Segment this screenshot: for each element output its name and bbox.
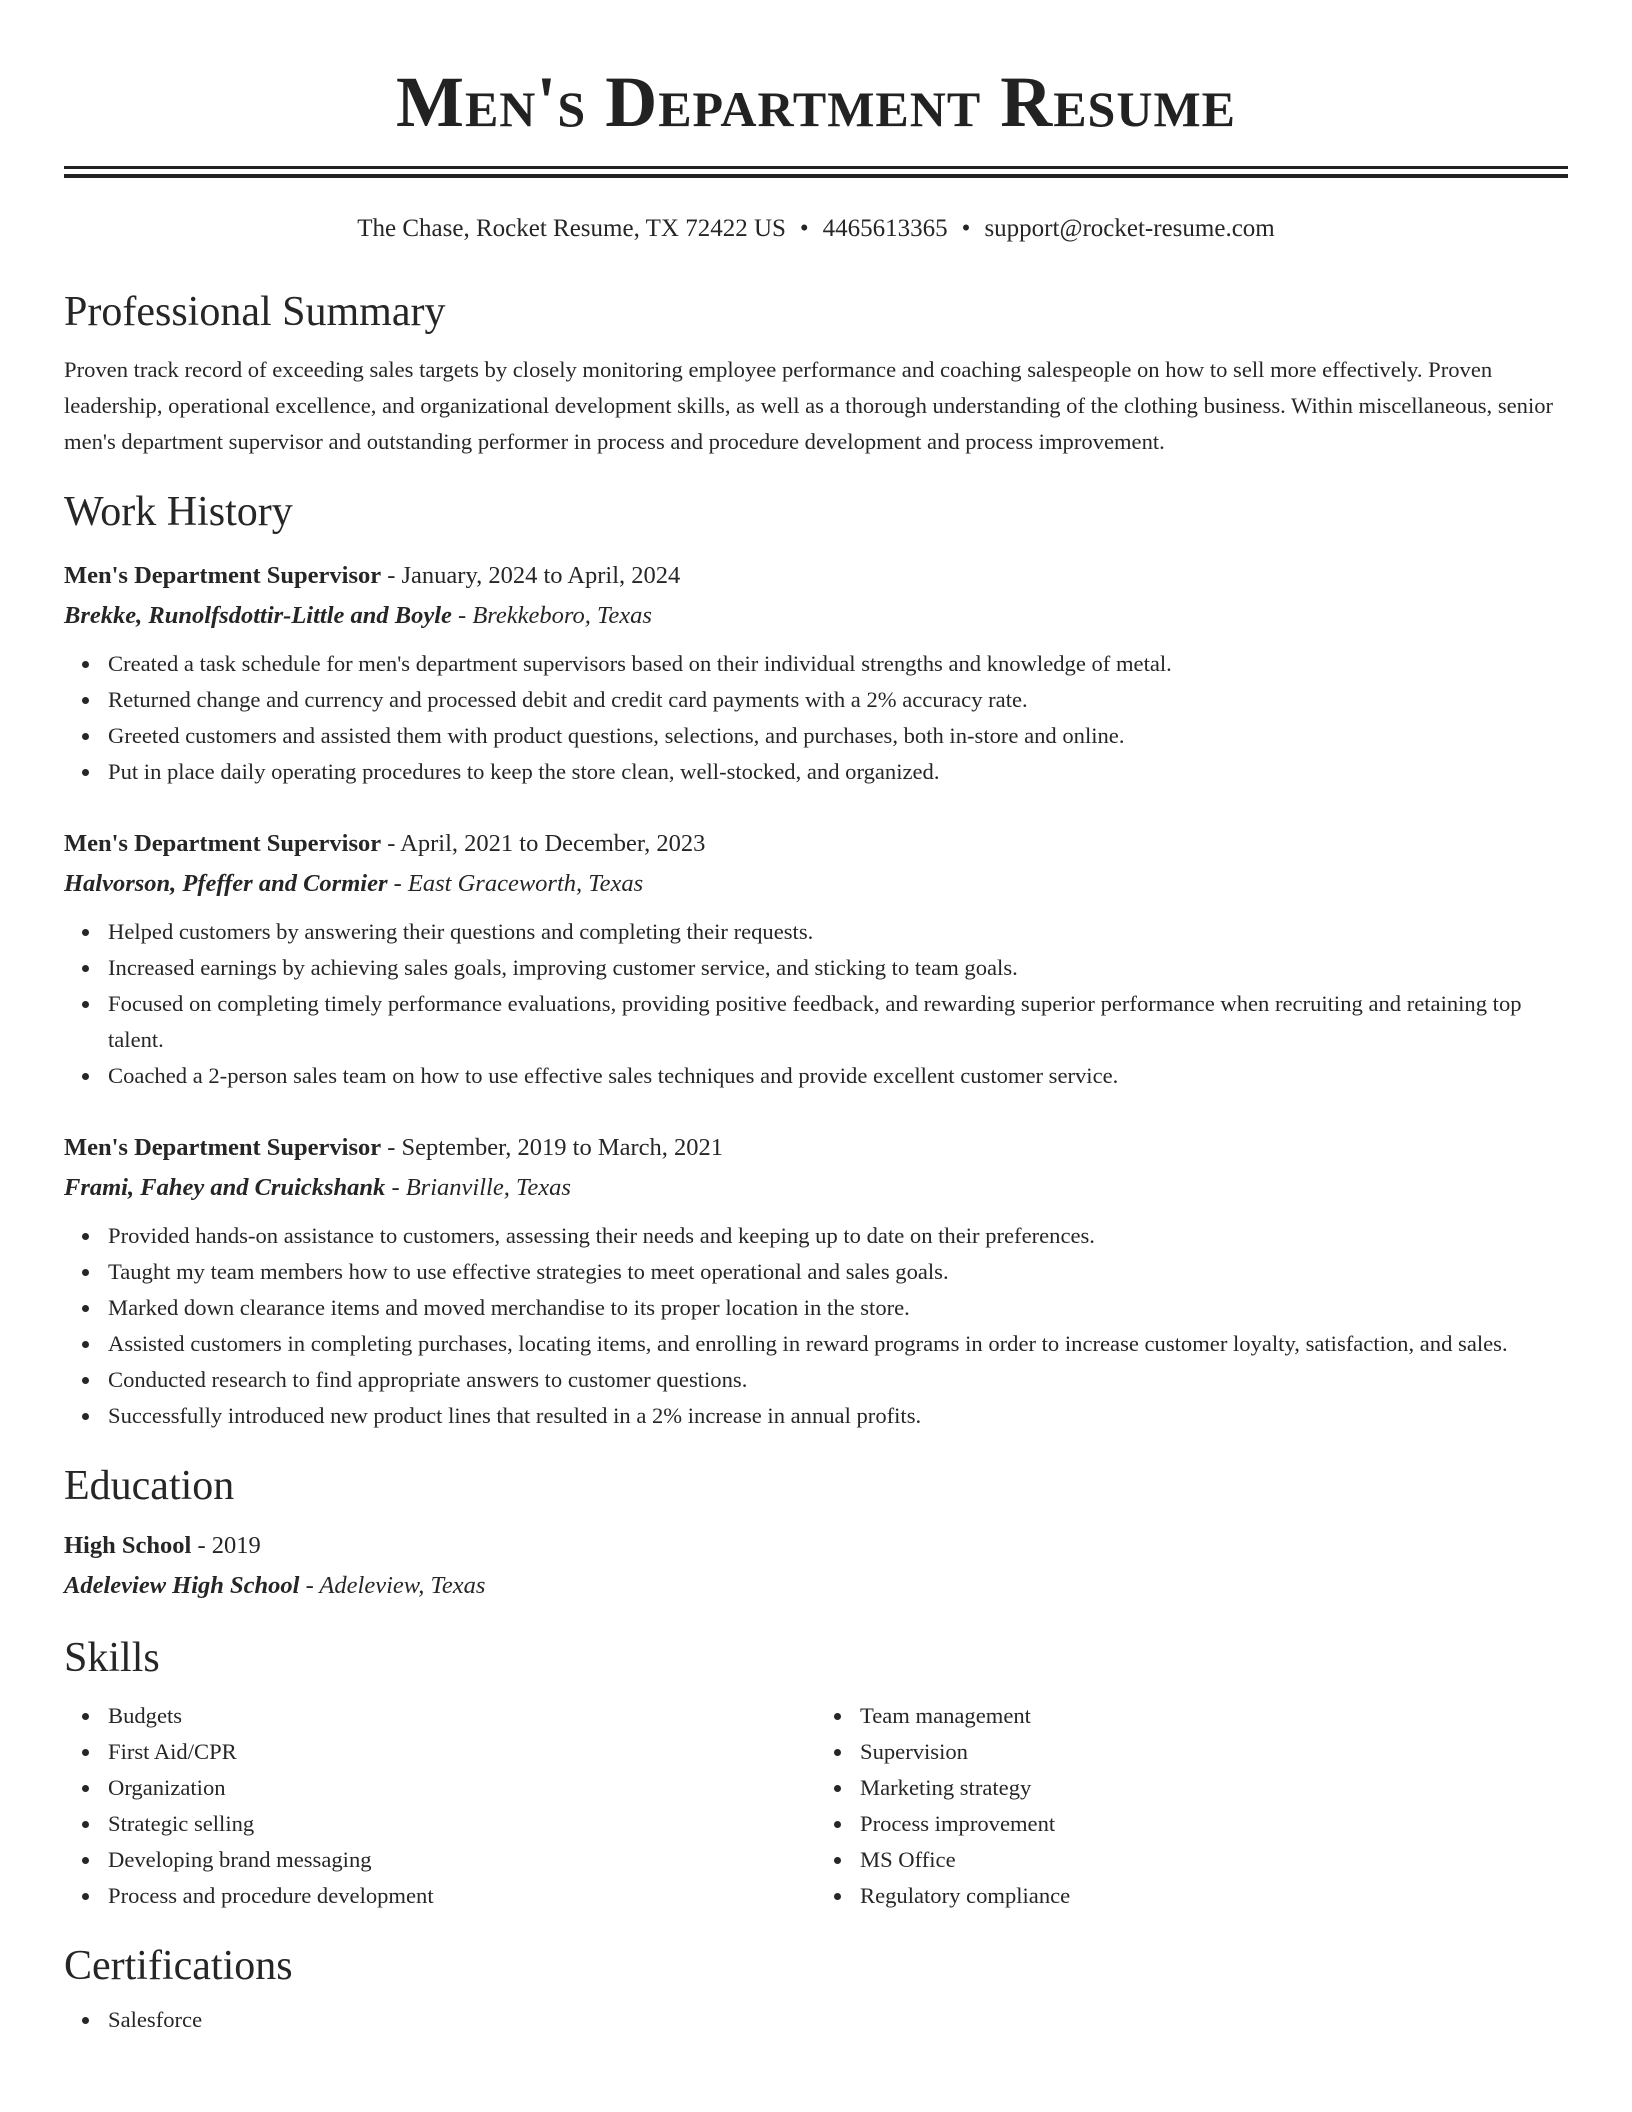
work-history-heading: Work History: [64, 489, 293, 535]
list-item: Process and procedure development: [108, 1878, 816, 1914]
job-company: Frami, Fahey and Cruickshank: [64, 1174, 386, 1201]
contact-line: [64, 212, 1568, 246]
job-title: Men's Department Supervisor: [64, 830, 382, 857]
job-dates: - January, 2024 to April, 2024: [381, 562, 681, 589]
resume-page: [64, 0, 1568, 2038]
list-item: Organization: [108, 1770, 816, 1806]
job-title-line: [64, 1128, 1568, 1168]
education-entry: [64, 1526, 1568, 1606]
contact-separator: •: [799, 215, 809, 242]
list-item: First Aid/CPR: [108, 1734, 816, 1770]
list-item: Returned change and currency and processed debit and credit card payments with a 2% accuracy rate.: [108, 682, 1568, 718]
list-item: Created a task schedule for men's department supervisors based on their individual strengths and knowledge of metal.: [108, 646, 1568, 682]
list-item: Greeted customers and assisted them with product questions, selections, and purchases, both in-store and online.: [108, 718, 1568, 754]
job-location: - East Graceworth, Texas: [387, 870, 644, 897]
list-item: Coached a 2-person sales team on how to use effective sales techniques and provide excellent customer service.: [108, 1058, 1568, 1094]
list-item: Budgets: [108, 1698, 816, 1734]
list-item: Team management: [860, 1698, 1568, 1734]
education-degree: High School: [64, 1532, 192, 1559]
list-item: Strategic selling: [108, 1806, 816, 1842]
job-title-line: [64, 824, 1568, 864]
list-item: MS Office: [860, 1842, 1568, 1878]
list-item: Conducted research to find appropriate answers to customer questions.: [108, 1362, 1568, 1398]
summary-heading: Professional Summary: [64, 289, 446, 335]
job-company-line: [64, 1168, 1568, 1208]
list-item: Developing brand messaging: [108, 1842, 816, 1878]
list-item: Marked down clearance items and moved merchandise to its proper location in the store.: [108, 1290, 1568, 1326]
resume-title: Men's Department Resume: [395, 62, 1236, 142]
education-heading: Education: [64, 1463, 235, 1509]
contact-address: The Chase, Rocket Resume, TX 72422 US: [357, 215, 786, 242]
list-item: Supervision: [860, 1734, 1568, 1770]
education-location: - Adeleview, Texas: [299, 1572, 486, 1599]
job-bullets: [64, 646, 1568, 790]
list-item: Helped customers by answering their questions and completing their requests.: [108, 914, 1568, 950]
list-item: Provided hands-on assistance to customers, assessing their needs and keeping up to date on their preferences.: [108, 1218, 1568, 1254]
list-item: Regulatory compliance: [860, 1878, 1568, 1914]
contact-phone: 4465613365: [822, 215, 948, 242]
job-title-line: [64, 556, 1568, 596]
job-company-line: [64, 864, 1568, 904]
job-bullets: [64, 1218, 1568, 1434]
job-company-line: [64, 596, 1568, 636]
list-item: Put in place daily operating procedures to keep the store clean, well-stocked, and organized.: [108, 754, 1568, 790]
certifications-list: [64, 2002, 1568, 2038]
job-entry: [64, 1128, 1568, 1434]
job-dates: - September, 2019 to March, 2021: [381, 1134, 724, 1161]
job-title: Men's Department Supervisor: [64, 1134, 382, 1161]
education-degree-line: [64, 1526, 1568, 1566]
job-company: Halvorson, Pfeffer and Cormier: [64, 870, 388, 897]
job-company: Brekke, Runolfsdottir-Little and Boyle: [64, 602, 452, 629]
list-item: Marketing strategy: [860, 1770, 1568, 1806]
list-item: Taught my team members how to use effective strategies to meet operational and sales goals.: [108, 1254, 1568, 1290]
skills-heading: Skills: [64, 1635, 160, 1681]
list-item: Increased earnings by achieving sales goals, improving customer service, and sticking to team goals.: [108, 950, 1568, 986]
list-item: Salesforce: [108, 2002, 1568, 2038]
list-item: Process improvement: [860, 1806, 1568, 1842]
skills-left-column: [64, 1698, 816, 1914]
job-location: - Brianville, Texas: [385, 1174, 571, 1201]
education-year: - 2019: [191, 1532, 261, 1559]
job-title: Men's Department Supervisor: [64, 562, 382, 589]
list-item: Assisted customers in completing purchases, locating items, and enrolling in reward programs in order to increase customer loyalty, satisfaction, and sales.: [108, 1326, 1568, 1362]
title-divider: [64, 166, 1568, 178]
summary-text: Proven track record of exceeding sales targets by closely monitoring employee performance and coaching salespeople on how to sell more effectively. Proven leadership, operational excellence, and organizational development skills, as well as a thorough understanding of the clothing business. Within miscellaneous, senior men's department supervisor and outstanding performer in process and procedure development and process improvement.: [64, 357, 1554, 454]
skills-right-column: [816, 1698, 1568, 1914]
job-location: - Brekkeboro, Texas: [451, 602, 652, 629]
contact-separator: •: [961, 215, 971, 242]
job-entry: [64, 556, 1568, 790]
list-item: Successfully introduced new product lines that resulted in a 2% increase in annual profits.: [108, 1398, 1568, 1434]
job-bullets: [64, 914, 1568, 1094]
education-school-line: [64, 1566, 1568, 1606]
list-item: Focused on completing timely performance evaluations, providing positive feedback, and rewarding superior performance when recruiting and retaining top talent.: [108, 986, 1568, 1058]
certifications-heading: Certifications: [64, 1943, 293, 1989]
education-school: Adeleview High School: [64, 1572, 300, 1599]
job-dates: - April, 2021 to December, 2023: [381, 830, 706, 857]
skills-columns: [64, 1698, 1568, 1914]
contact-email: support@rocket-resume.com: [984, 215, 1275, 242]
job-entry: [64, 824, 1568, 1094]
